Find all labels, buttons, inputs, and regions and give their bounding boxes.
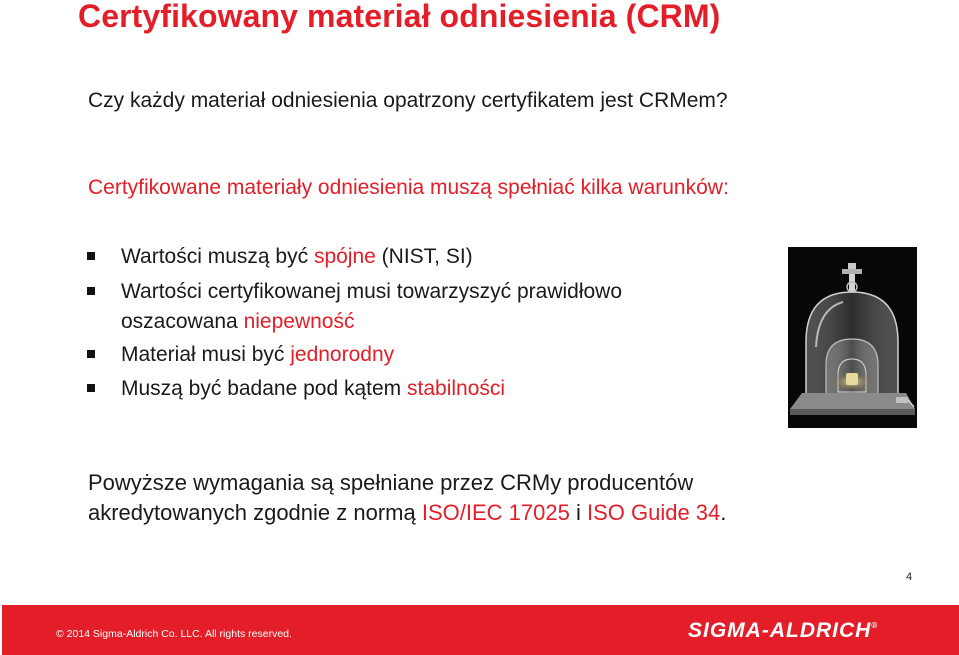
standard-iso-guide-34: ISO Guide 34 [586, 500, 721, 525]
slide-title: Certyfikowany materiał odniesienia (CRM) [78, 0, 721, 34]
bullet-item-consistency [121, 245, 473, 269]
registered-mark: ® [871, 621, 879, 630]
standard-iso-iec-17025: ISO/IEC 17025 [421, 500, 570, 525]
bullet-text: oszacowana [121, 310, 244, 333]
bullet-marker-4 [87, 384, 95, 392]
bullet-marker-3 [87, 350, 95, 358]
bullet-item-stability [121, 377, 505, 401]
sigma-aldrich-logo [688, 619, 878, 643]
logo-text: SIGMA-ALDRICH [688, 619, 872, 642]
requirements-line-2 [88, 500, 726, 526]
kilogram-prototype-bell-jar-icon [788, 247, 917, 428]
copyright-text: © 2014 Sigma-Aldrich Co. LLC. All rights reserved. [56, 628, 292, 640]
bullet-item-homogeneity [121, 343, 394, 367]
bullet-highlight: spójne [313, 245, 376, 268]
bullet-highlight: stabilności [407, 377, 506, 400]
page-number: 4 [906, 571, 913, 583]
requirements-end: . [720, 500, 727, 525]
requirements-joiner: i [569, 500, 587, 525]
requirements-text: akredytowanych zgodnie z normą [88, 500, 422, 525]
bullet-highlight: jednorodny [290, 343, 395, 366]
bullet-item-uncertainty-cont [121, 310, 354, 334]
bullet-marker-1 [87, 252, 95, 260]
bullet-text: Wartości certyfikowanej musi towarzyszyć prawidłowo [121, 280, 623, 303]
bullet-text: Muszą być badane pod kątem [121, 377, 408, 400]
requirements-line-1: Powyższe wymagania są spełniane przez CRMy producentów [88, 470, 694, 495]
question-text: Czy każdy materiał odniesienia opatrzony certyfikatem jest CRMem? [88, 89, 728, 112]
bullet-text-suffix: (NIST, SI) [375, 245, 473, 268]
bullet-highlight: niepewność [243, 310, 355, 333]
bullet-marker-2 [87, 287, 95, 295]
bullet-text: Materiał musi być [121, 343, 291, 366]
intro-text: Certyfikowane materiały odniesienia muszą spełniać kilka warunków: [88, 176, 729, 199]
bullet-item-uncertainty [121, 280, 622, 304]
bullet-text: Wartości muszą być [121, 245, 314, 268]
